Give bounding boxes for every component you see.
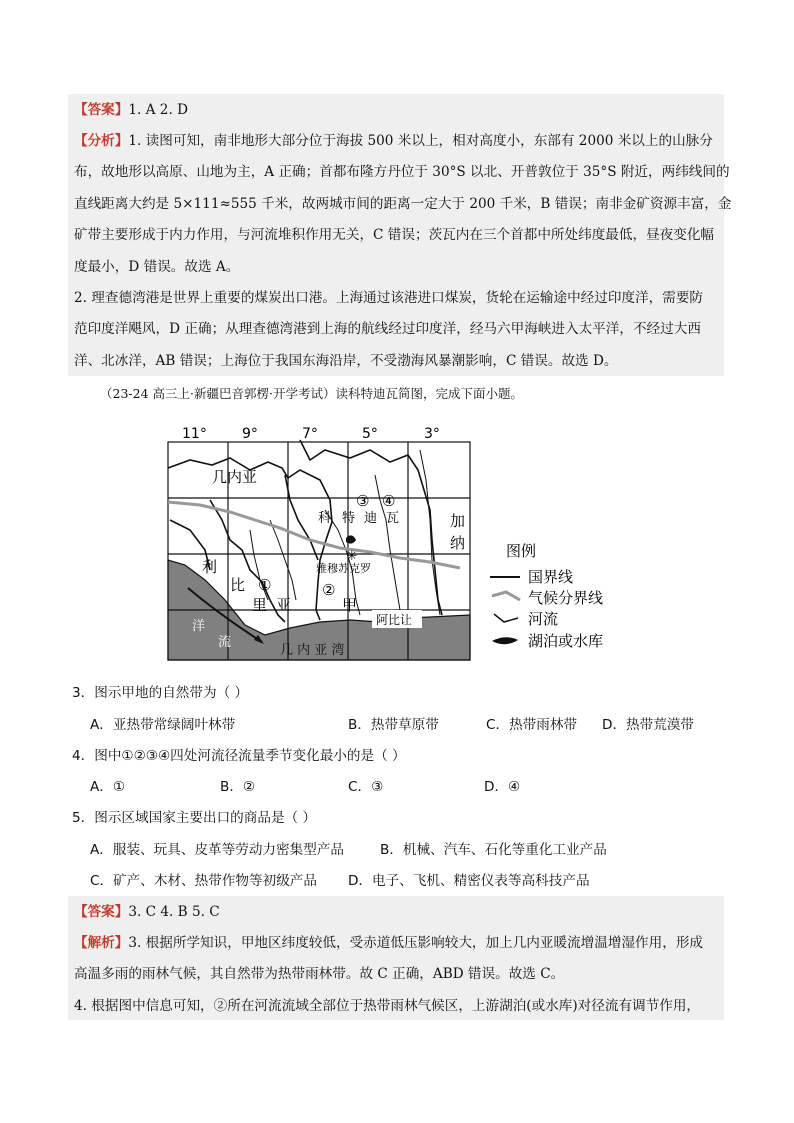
legend-item: 湖泊或水库 xyxy=(528,632,604,650)
answer-line-2 xyxy=(74,902,220,922)
label-ghana: 加 xyxy=(450,512,466,530)
analysis-line: 范印度洋飓风，D 正确；从理查德湾港到上海的航线经过印度洋，经马六甲海峡进入太平洋，不经过大西 xyxy=(74,321,701,337)
analysis-line: 4. 根据图中信息可知，②所在河流流域全部位于热带雨林气候区，上游湖泊(或水库)对径流有调节作用， xyxy=(74,998,701,1014)
answer-tag: 【答案】 xyxy=(74,102,129,118)
q5-option-b[interactable]: B．机械、汽车、石化等重化工业产品 xyxy=(380,842,607,858)
legend-river-symbol xyxy=(494,614,518,622)
analysis-line: 高温多雨的雨林气候，其自然带为热带雨林带。故 C 正确，ABD 错误。故选 C。 xyxy=(74,966,565,982)
point-3: ③ xyxy=(356,492,370,510)
q3-option-b[interactable]: B．热带草原带 xyxy=(348,717,439,733)
legend-climate-symbol xyxy=(492,592,520,600)
question-intro: （23-24 高三上·新疆巴音郭楞·开学考试）读科特迪瓦简图，完成下面小题。 xyxy=(100,386,523,401)
q3-option-a[interactable]: A．亚热带常绿阔叶林带 xyxy=(90,717,236,733)
analysis-tag: 【分析】 xyxy=(74,133,129,149)
legend-item: 气候分界线 xyxy=(528,589,604,607)
lon-label: 11° xyxy=(182,426,207,442)
rivers xyxy=(250,450,440,615)
question-4: 4．图中①②③④四处河流径流量季节变化最小的是（ ） xyxy=(72,748,406,764)
analysis-line: 矿带主要形成于内力作用，与河流堆积作用无关，C 错误；茨瓦内在三个首都中所处纬度最低，昼夜变化幅 xyxy=(74,227,715,243)
label-abidjan: 阿比让 xyxy=(376,613,413,627)
analysis-line: 度最小，D 错误。故选 A。 xyxy=(74,259,240,275)
analysis-line xyxy=(74,131,713,151)
lon-label: 3° xyxy=(424,426,440,442)
capital-marker: ✳ xyxy=(346,549,358,564)
label-jia: 甲 xyxy=(342,596,358,614)
question-3: 3．图示甲地的自然带为（ ） xyxy=(72,685,249,701)
label-ivory: 瓦 xyxy=(386,511,400,526)
lon-label: 5° xyxy=(362,426,378,442)
label-gulf: 几 内 亚 湾 xyxy=(280,643,345,658)
q4-option-a[interactable]: A．① xyxy=(90,779,126,795)
label-liberia: 亚 xyxy=(276,596,292,614)
legend-title: 图例 xyxy=(506,542,537,560)
cote-divoire-map xyxy=(150,410,620,670)
q4-option-b[interactable]: B．② xyxy=(220,779,256,795)
label-ivory: 科 xyxy=(318,511,332,526)
analysis-tag: 【解析】 xyxy=(74,935,129,951)
question-5: 5．图示区域国家主要出口的商品是（ ） xyxy=(72,810,317,826)
label-current: 流 xyxy=(218,635,232,650)
label-ivory: 特 xyxy=(342,511,356,526)
answer-text: 1. A 2. D xyxy=(128,102,188,118)
legend-lake-symbol xyxy=(492,637,518,644)
analysis-line xyxy=(74,933,703,953)
q3-option-d[interactable]: D．热带荒漠带 xyxy=(602,717,695,733)
label-liberia: 利 xyxy=(202,558,218,576)
q3-option-c[interactable]: C．热带雨林带 xyxy=(486,717,578,733)
answer-text: 3. C 4. B 5. C xyxy=(128,904,220,920)
label-current: 洋 xyxy=(192,619,206,634)
analysis-text: 1. 读图可知，南非地形大部分位于海拔 500 米以上，相对高度小，东部有 2000 米以上的山脉分 xyxy=(128,133,713,149)
label-liberia: 比 xyxy=(230,576,246,594)
answer-tag: 【答案】 xyxy=(74,904,129,920)
label-ghana: 纳 xyxy=(450,534,466,552)
legend-item: 河流 xyxy=(528,610,559,628)
label-liberia: 里 xyxy=(252,596,268,614)
analysis-line: 洋、北冰洋，AB 错误；上海位于我国东海沿岸，不受渤海风暴潮影响，C 错误。故选 D。 xyxy=(74,353,618,369)
analysis-line: 直线距离大约是 5×111≈555 千米，故两城市间的距离一定大于 200 千米，B 错误；南非金矿资源丰富，金 xyxy=(74,196,732,212)
lon-label: 7° xyxy=(302,426,318,442)
analysis-line: 布，故地形以高原、山地为主，A 正确；首都布隆方丹位于 30°S 以北、开普敦位于 35°S 附近，两纬线间的 xyxy=(74,164,730,180)
q4-option-c[interactable]: C．③ xyxy=(348,779,384,795)
label-guinea: 几内亚 xyxy=(212,468,258,486)
q5-option-c[interactable]: C．矿产、木材、热带作物等初级产品 xyxy=(90,873,317,889)
point-1: ① xyxy=(258,576,272,594)
legend-item: 国界线 xyxy=(528,568,574,586)
q5-option-d[interactable]: D．电子、飞机、精密仪表等高科技产品 xyxy=(348,873,590,889)
point-4: ④ xyxy=(382,492,396,510)
label-ivory: 迪 xyxy=(364,511,378,526)
map-svg xyxy=(150,410,620,670)
label-yamoussoukro: 雅穆苏克罗 xyxy=(316,562,371,575)
answer-line-1 xyxy=(74,100,188,120)
lon-label: 9° xyxy=(242,426,258,442)
analysis-text: 3. 根据所学知识，甲地区纬度较低，受赤道低压影响较大，加上几内亚暖流增温增湿作用，形成 xyxy=(128,935,704,951)
q5-option-a[interactable]: A．服装、玩具、皮革等劳动力密集型产品 xyxy=(90,842,344,858)
analysis-line: 2. 理查德湾港是世界上重要的煤炭出口港。上海通过该港进口煤炭，货轮在运输途中经过印度洋，需要防 xyxy=(74,290,704,306)
q4-option-d[interactable]: D．④ xyxy=(484,779,521,795)
point-2: ② xyxy=(322,581,336,599)
